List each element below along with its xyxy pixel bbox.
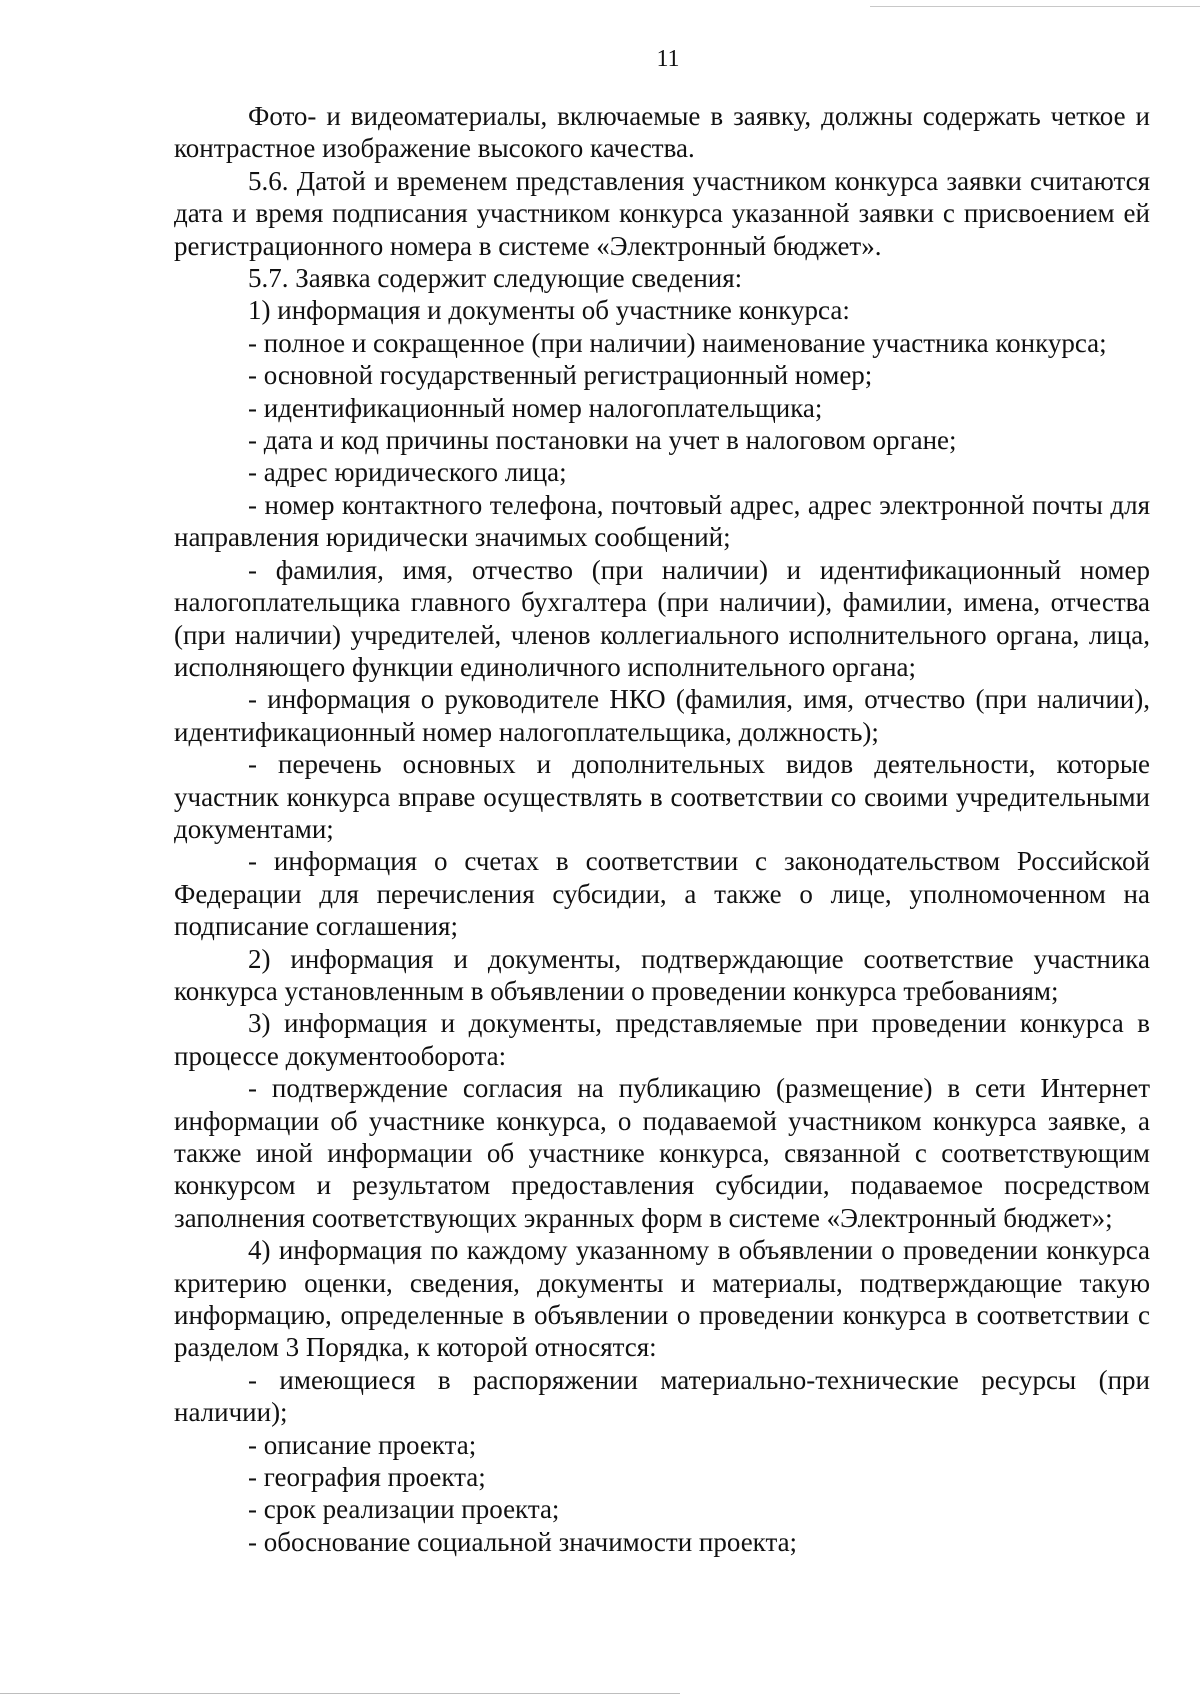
list-item: - перечень основных и дополнительных видов деятельности, которые участник конкурса вправе осуществлять в соответствии со своими учредительными документами;	[174, 749, 1157, 844]
list-item: - описание проекта;	[248, 1429, 477, 1460]
list-item: - фамилия, имя, отчество (при наличии) и идентификационный номер налогоплательщика главного бухгалтера (при наличии), фамилии, имена, отчества (при наличии) учредителей, членов коллегиального исполнительного органа, лица, исполняющего функции единоличного исполнительного органа;	[174, 554, 1157, 682]
paragraph: Фото- и видеоматериалы, включаемые в заявку, должны содержать четкое и контрастное изображение высокого качества.	[174, 101, 1157, 164]
list-item: - подтверждение согласия на публикацию (размещение) в сети Интернет информации об участнике конкурса, о подаваемой участником конкурса заявке, а также иной информации об участнике конкурса, связанной с соответствующим конкурсом и результатом предоставления субсидии, подаваемое посредством заполнения соответствующих экранных форм в системе «Электронный бюджет»;	[174, 1073, 1157, 1233]
paragraph: 5.6. Датой и временем представления участником конкурса заявки считаются дата и время подписания участником конкурса указанной заявки с присвоением ей регистрационного номера в системе «Электронный бюджет».	[174, 165, 1157, 261]
list-item: - полное и сокращенное (при наличии) наименование участника конкурса;	[248, 327, 1107, 358]
list-item: - номер контактного телефона, почтовый адрес, адрес электронной почты для направления юридически значимых сообщений;	[174, 489, 1157, 553]
paragraph: 4) информация по каждому указанному в объявлении о проведении конкурса критерию оценки, сведения, документы и материалы, подтверждающие такую информацию, определенные в объявлении о проведении конкурса в соответствии с разделом 3 Порядка, к которой относятся:	[174, 1235, 1157, 1363]
list-item: - срок реализации проекта;	[248, 1494, 560, 1525]
paragraph: 1) информация и документы об участнике конкурса:	[248, 295, 850, 326]
list-item: - имеющиеся в распоряжении материально-технические ресурсы (при наличии);	[174, 1364, 1157, 1428]
document-body	[174, 100, 1157, 1558]
paragraph: 5.7. Заявка содержит следующие сведения:	[248, 263, 743, 294]
list-item: - дата и код причины постановки на учет в налоговом органе;	[248, 425, 957, 456]
list-item: - география проекта;	[248, 1462, 486, 1493]
page-number: 11	[656, 46, 680, 72]
list-item: - основной государственный регистрационный номер;	[248, 360, 873, 391]
list-item: - информация о руководителе НКО (фамилия, имя, отчество (при наличии), идентификационный номер налогоплательщика, должность);	[174, 684, 1157, 747]
list-item: - идентификационный номер налогоплательщика;	[248, 392, 823, 423]
list-item: - обоснование социальной значимости проекта;	[248, 1526, 798, 1557]
scan-edge-bottom	[0, 1693, 680, 1694]
scan-edge-top	[870, 6, 1200, 7]
paragraph: 3) информация и документы, представляемые при проведении конкурса в процессе документооборота:	[174, 1008, 1157, 1071]
list-item: - информация о счетах в соответствии с законодательством Российской Федерации для перечисления субсидии, а также о лице, уполномоченном на подписание соглашения;	[174, 846, 1157, 942]
list-item: - адрес юридического лица;	[248, 457, 567, 488]
paragraph: 2) информация и документы, подтверждающие соответствие участника конкурса установленным в объявлении о проведении конкурса требованиям;	[174, 943, 1157, 1006]
